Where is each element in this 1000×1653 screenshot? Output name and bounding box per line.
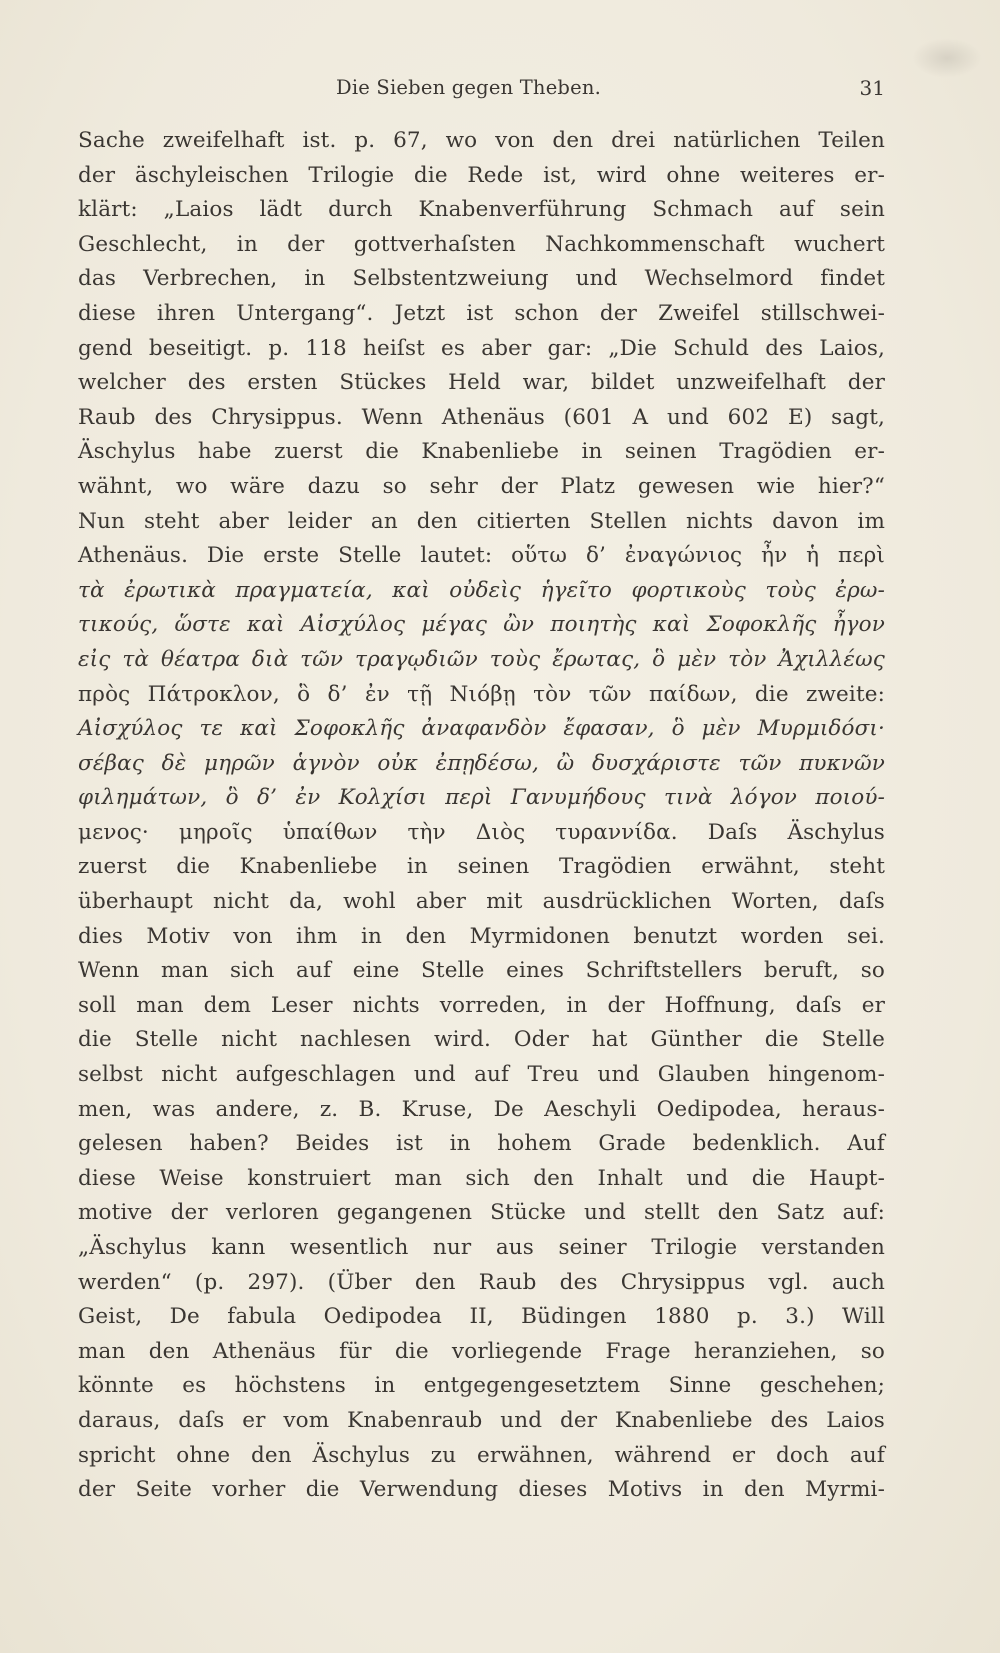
text-line: gend beseitigt. p. 118 heiſst es aber gar: „Die Schuld des Laios, (78, 335, 885, 361)
text-line: man den Athenäus für die vorliegende Frage heranziehen, so (78, 1338, 885, 1364)
text-line: men, was andere, z. B. Kruse, De Aeschyli Oedipodea, heraus- (78, 1096, 885, 1122)
text-line: diese ihren Untergang“. Jetzt ist schon der Zweifel stillschwei- (78, 300, 885, 326)
text-line: Nun steht aber leider an den citierten Stellen nichts davon im (78, 508, 885, 534)
text-line: Sache zweifelhaft ist. p. 67, wo von den drei natürlichen Teilen (78, 128, 885, 153)
text-line: der äschyleischen Trilogie die Rede ist, wird ohne weiteres er- (78, 162, 885, 188)
text-line: Raub des Chrysippus. Wenn Athenäus (601 A und 602 E) sagt, (78, 404, 885, 430)
body-text (78, 124, 885, 1508)
greek-quote-line: τὰ ἐρωτικὰ πραγματεία, καὶ οὐδεὶς ἡγεῖτο φορτικοὺς τοὺς ἐρω- (78, 577, 885, 603)
text-line: Wenn man sich auf eine Stelle eines Schriftstellers beruft, so (78, 958, 885, 984)
text-line: der Seite vorher die Verwendung dieses Motivs in den Myrmi- (78, 1477, 885, 1503)
text-line: welcher des ersten Stückes Held war, bildet unzweifelhaft der (78, 370, 885, 396)
text-line: überhaupt nicht da, wohl aber mit ausdrücklichen Worten, daſs (78, 889, 885, 915)
text-line: klärt: „Laios lädt durch Knabenverführung Schmach auf sein (78, 197, 885, 223)
text-line: selbst nicht aufgeschlagen und auf Treu und Glauben hingenom- (78, 1062, 885, 1088)
text-line: zuerst die Knabenliebe in seinen Tragödien erwähnt, steht (78, 854, 885, 880)
text-line: gelesen haben? Beides ist in hohem Grade bedenklich. Auf (78, 1131, 885, 1157)
text-line: Geist, De fabula Oedipodea II, Büdingen 1880 p. 3.) Will (78, 1304, 885, 1330)
text-line: spricht ohne den Äschylus zu erwähnen, während er doch auf (78, 1442, 885, 1468)
text-line: soll man dem Leser nichts vorreden, in der Hoffnung, daſs er (78, 992, 885, 1018)
text-line: diese Weise konstruiert man sich den Inhalt und die Haupt- (78, 1165, 885, 1191)
running-title: Die Sieben gegen Theben. (336, 76, 602, 99)
text-line: Geschlecht, in der gottverhaſsten Nachkommenschaft wuchert (78, 231, 885, 257)
text-line: die Stelle nicht nachlesen wird. Oder hat Günther die Stelle (78, 1027, 885, 1053)
greek-quote-line: εἰς τὰ θέατρα διὰ τῶν τραγῳδιῶν τοὺς ἔρωτας, ὃ μὲν τὸν Ἀχιλλέως (78, 646, 885, 672)
text-line: werden“ (p. 297). (Über den Raub des Chrysippus vgl. auch (78, 1269, 885, 1295)
running-head (78, 76, 885, 108)
text-line: Athenäus. Die erste Stelle lautet: οὕτω δ’ ἐναγώνιος ἦν ἡ περὶ (78, 543, 885, 569)
page-number: 31 (859, 76, 885, 100)
scan-smudge (912, 38, 982, 78)
text-line: dies Motiv von ihm in den Myrmidonen benutzt worden sei. (78, 923, 885, 949)
greek-quote-line: φιλημάτων, ὃ δ’ ἐν Κολχίσι περὶ Γανυμήδους τινὰ λόγον ποιού- (78, 785, 885, 811)
greek-quote-line: τικούς, ὥστε καὶ Αἰσχύλος μέγας ὢν ποιητὴς καὶ Σοφοκλῆς ἦγον (78, 612, 885, 638)
text-line: μενος· μηροῖς ὑπαίθων τὴν Διὸς τυραννίδα. Daſs Äschylus (78, 819, 885, 845)
text-line: könnte es höchstens in entgegengesetztem Sinne geschehen; (78, 1373, 885, 1399)
text-line: Äschylus habe zuerst die Knabenliebe in seinen Tragödien er- (78, 439, 885, 465)
text-line: das Verbrechen, in Selbstentzweiung und Wechselmord findet (78, 266, 885, 292)
text-line: motive der verloren gegangenen Stücke und stellt den Satz auf: (78, 1200, 885, 1226)
text-line: πρὸς Πάτροκλον, ὃ δ’ ἐν τῇ Νιόβῃ τὸν τῶν παίδων, die zweite: (78, 681, 885, 707)
text-line: „Äschylus kann wesentlich nur aus seiner Trilogie verstanden (78, 1235, 885, 1260)
greek-quote-line: σέβας δὲ μηρῶν ἁγνὸν οὐκ ἐπῃδέσω, ὢ δυσχάριστε τῶν πυκνῶν (78, 750, 885, 776)
text-line: daraus, daſs er vom Knabenraub und der Knabenliebe des Laios (78, 1407, 885, 1433)
greek-quote-line: Αἰσχύλος τε καὶ Σοφοκλῆς ἀναφανδὸν ἔφασαν, ὃ μὲν Μυρμιδόσι· (78, 716, 885, 742)
text-line: wähnt, wo wäre dazu so sehr der Platz gewesen wie hier?“ (78, 473, 885, 499)
